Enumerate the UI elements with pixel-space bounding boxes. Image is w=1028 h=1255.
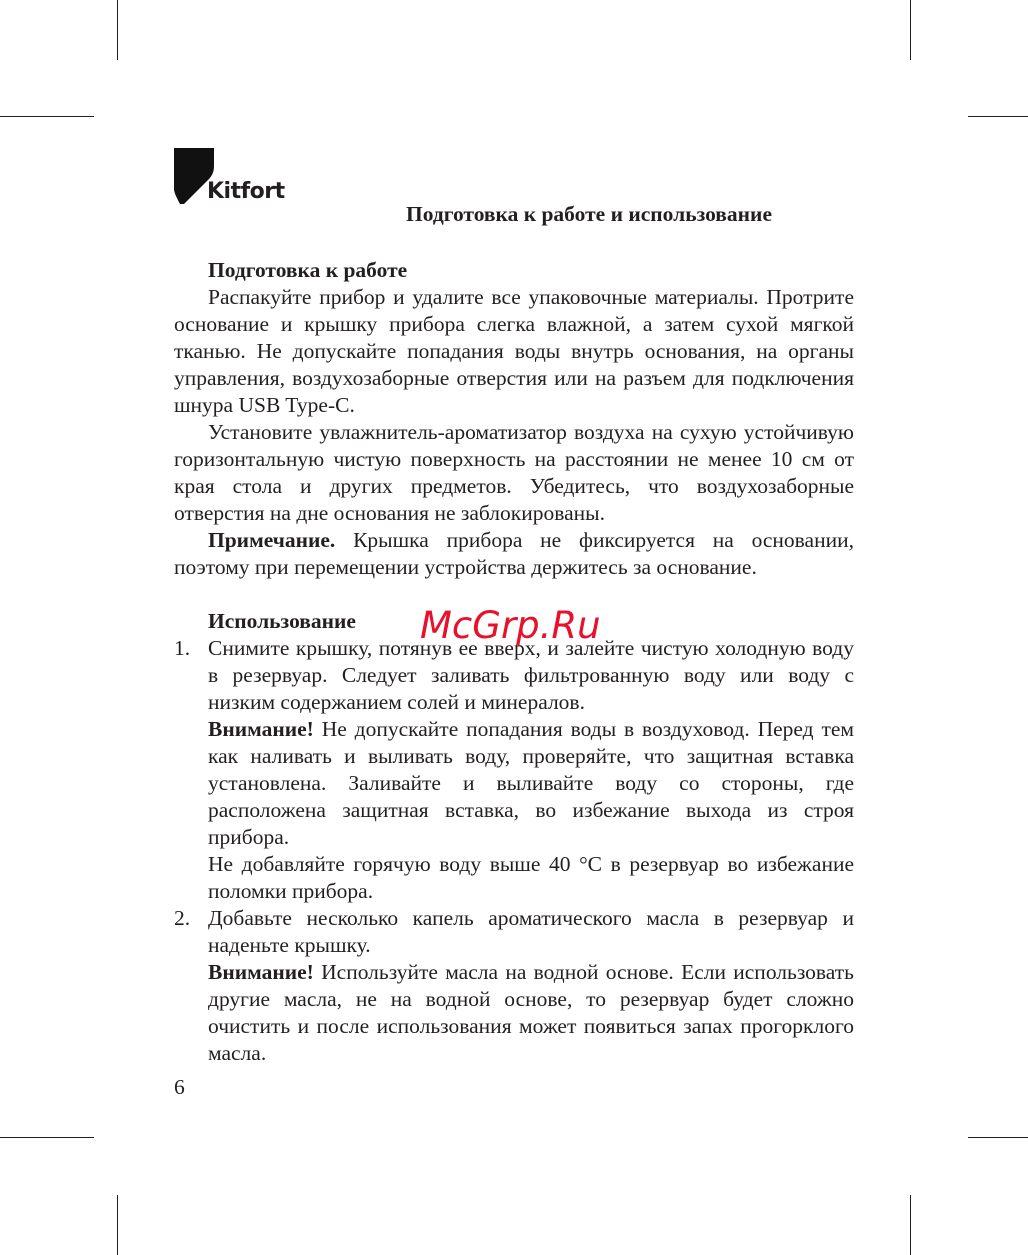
paragraph: Распакуйте прибор и удалите все упаковочные материалы. Протрите основание и крышку прибора слегка влажной, а затем сухой мягкой тканью. Не допускайте попадания воды внутрь основания, на органы управления, воздухозаборные отверстия или на разъем для подключения шнура USB Type-C. <box>174 285 854 417</box>
list-item-number: 1. <box>174 636 191 660</box>
crop-mark <box>968 116 1028 117</box>
list-item-text: Добавьте несколько капель ароматического масла в резервуар и наденьте крышку. <box>208 906 854 957</box>
note-text: Крышка прибора не фиксируется на основании, поэтому при перемещении устройства держитесь за основание. <box>174 528 854 579</box>
crop-mark <box>117 0 118 60</box>
crop-mark <box>910 0 911 60</box>
crop-mark <box>0 1137 94 1138</box>
list-item-extra: Не добавляйте горячую воду выше 40 °С в резервуар во избежание поломки прибора. <box>208 852 854 903</box>
section-heading-usage: Использование <box>208 609 356 633</box>
note-label: Примечание. <box>208 528 336 552</box>
crop-mark <box>910 1195 911 1255</box>
page-content <box>174 201 854 1067</box>
warning-text: Не допускайте попадания воды в воздуховод. Перед тем как наливать и выливать воду, проверяйте, что защитная вставка установлена. Заливайте и выливайте воду со стороны, где расположена защитная вставка, во избежание выхода из строя прибора. <box>208 717 854 849</box>
watermark: McGrp.Ru <box>420 604 601 647</box>
warning-paragraph <box>208 716 854 851</box>
warning-paragraph <box>208 959 854 1067</box>
note-paragraph <box>174 527 854 581</box>
crop-mark <box>968 1137 1028 1138</box>
paragraph: Установите увлажнитель-ароматизатор воздуха на сухую устойчивую горизонтальную чистую поверхность на расстоянии не менее 10 см от края стола и других предметов. Убедитесь, что воздухозаборные отверстия на дне основания не заблокированы. <box>174 420 854 525</box>
warning-label: Внимание! <box>208 960 314 984</box>
list-item-text: Снимите крышку, потянув ее вверх, и залейте чистую холодную воду в резервуар. Следует заливать фильтрованную воду или воду с низким содержанием солей и минералов. <box>208 636 854 714</box>
brand-name: Kitfort <box>207 179 285 204</box>
list-item <box>174 635 854 905</box>
warning-text: Используйте масла на водной основе. Если использовать другие масла, не на водной основе, то резервуар будет сложно очистить и после использования может появиться запах прогорклого масла. <box>208 960 854 1065</box>
list-item <box>174 905 854 1067</box>
warning-label: Внимание! <box>208 717 314 741</box>
crop-mark <box>117 1195 118 1255</box>
crop-mark <box>0 116 94 117</box>
list-item-number: 2. <box>174 906 191 930</box>
page-title: Подготовка к работе и использование <box>406 202 772 226</box>
section-heading-prep: Подготовка к работе <box>208 258 408 282</box>
page-number: 6 <box>174 1075 185 1099</box>
